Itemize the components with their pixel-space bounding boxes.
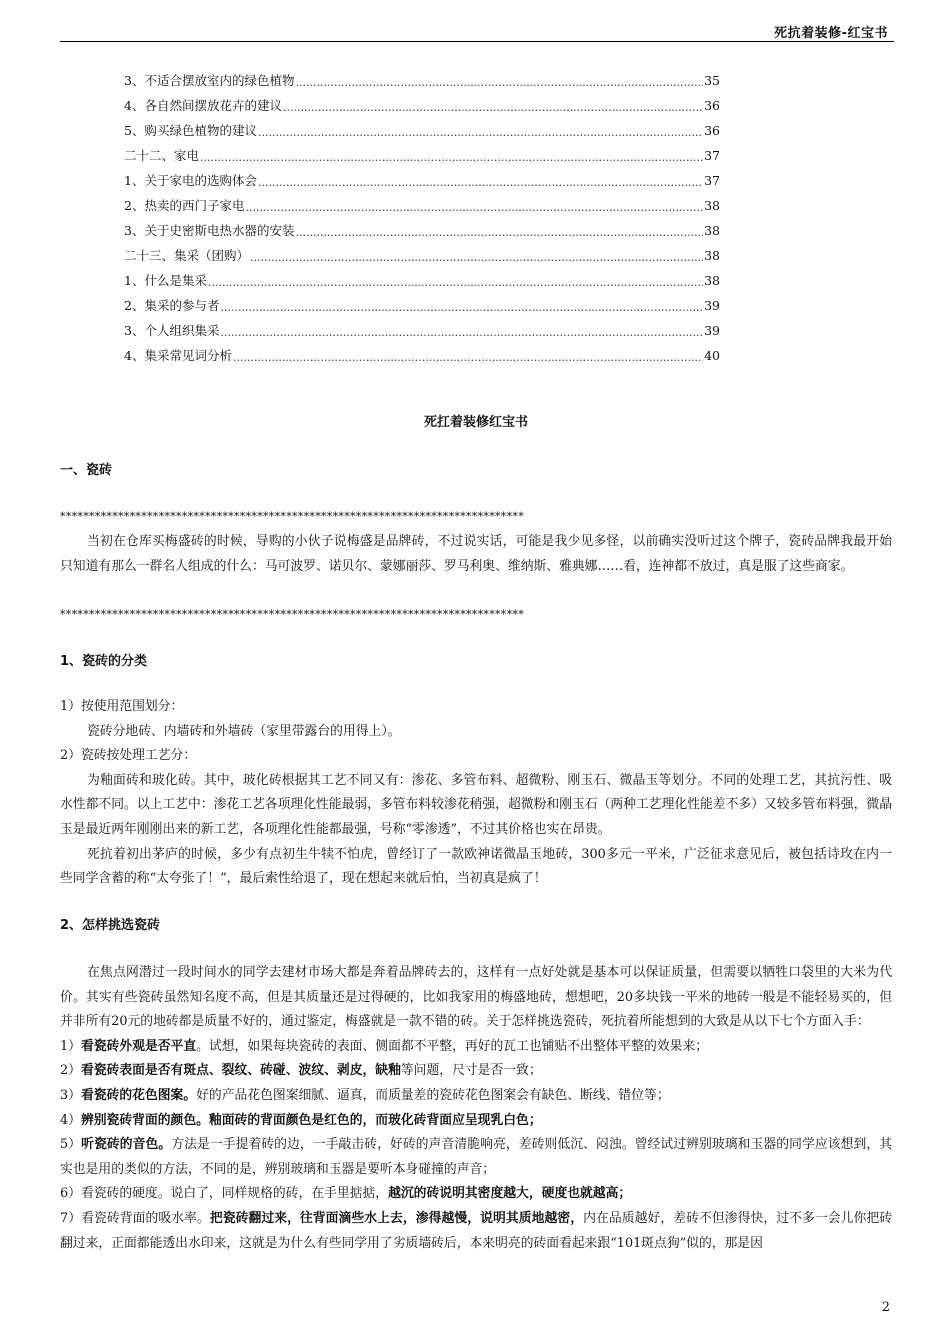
document-title: 死扛着装修红宝书 (423, 415, 528, 430)
tip-number: 5） (60, 1137, 82, 1153)
toc-leader-dots (258, 127, 703, 139)
toc-entry-title: 2、热卖的西门子家电 (124, 198, 245, 213)
toc-entry[interactable] (124, 89, 720, 114)
tip-number: 2） (60, 1063, 81, 1079)
toc-leader-dots (250, 252, 703, 264)
toc-leader-dots (220, 327, 703, 339)
toc-page-number: 38 (704, 198, 720, 213)
tip-emphasis: 听瓷砖的音色。 (81, 1137, 172, 1153)
tip-item (60, 1109, 892, 1134)
toc-leader-dots (283, 102, 703, 114)
list-item: 2）瓷砖按处理工艺分： (60, 748, 197, 764)
tip-text: 内在品质越好，差砖不但渗得快，过不多一会儿你把砖翻过来，正面都能透出水印来，这就是为什么有些同学用了劣质墙砖后，本来明亮的砖面看起来跟“101斑点狗”似的，那是因 (60, 1210, 893, 1251)
toc-page-number: 36 (704, 98, 720, 113)
toc-leader-dots (245, 202, 703, 214)
toc-page-number: 40 (704, 348, 720, 363)
toc-entry-title: 4、各自然间摆放花卉的建议 (124, 98, 282, 113)
toc-entry[interactable] (124, 314, 720, 339)
header-rule (60, 41, 894, 42)
tip-text: 等问题，尺寸是否一致； (400, 1063, 542, 1079)
tip-item (60, 1182, 892, 1207)
toc-page-number: 36 (704, 123, 720, 138)
table-of-contents (124, 64, 720, 364)
tip-number: 3） (60, 1087, 81, 1103)
tip-item (60, 1084, 892, 1109)
toc-entry[interactable] (124, 164, 720, 189)
tip-number: 1） (60, 1038, 81, 1054)
toc-entry-title: 3、个人组织集采 (124, 323, 220, 338)
toc-leader-dots (258, 177, 703, 189)
section-heading: 1、瓷砖的分类 (60, 654, 148, 669)
tip-text: 方法是一手提着砖的边，一手敲击砖，好砖的声音清脆响亮，差砖则低沉、闷浊。曾经试过辨别玻璃和玉器的同学应该想到，其实也是用的类似的方法，不同的是，辨别玻璃和玉器是要听本身碰撞的声音； (60, 1137, 892, 1177)
tip-item (60, 1133, 892, 1182)
toc-entry[interactable] (124, 139, 720, 164)
section-heading: 2、怎样挑选瓷砖 (60, 918, 161, 933)
section-2-body (60, 961, 892, 1256)
tip-item (60, 1035, 892, 1060)
toc-entry[interactable] (124, 64, 720, 89)
toc-page-number: 38 (704, 223, 720, 238)
toc-entry-title: 1、关于家电的选购体会 (124, 173, 257, 188)
toc-entry[interactable] (124, 214, 720, 239)
section-1-body (60, 695, 892, 892)
tip-text: 6）看瓷砖的硬度。说白了，同样规格的砖，在手里掂掂， (60, 1186, 389, 1202)
toc-leader-dots (220, 302, 703, 314)
list-item-body: 瓷砖分地砖、内墙砖和外墙砖（家里带露台的用得上）。 (87, 723, 401, 739)
tip-text: 7）看瓷砖背面的吸水率。 (60, 1210, 210, 1226)
tip-emphasis: 看瓷砖表面是否有斑点、裂纹、砖碰、波纹、剥皮，缺釉 (80, 1063, 401, 1079)
list-item-body: 为釉面砖和玻化砖。其中，玻化砖根据其工艺不同又有：渗花、多管布料、超微粉、刚玉石、微晶玉等划分。不同的处理工艺，其抗污性、吸水性都不同。以上工艺中：渗花工艺各项理化性能最弱，多管布料较渗花稍强，超微粉和刚玉石（两种工艺理化性能差不多）又较多管布料强，微晶玉是最近两年刚刚出来的新工艺，各项理化性能都最强，号称“零渗透”，不过其价格也实在昂贵。 (60, 772, 892, 837)
toc-entry-title: 1、什么是集采 (124, 273, 207, 288)
toc-page-number: 35 (704, 73, 720, 88)
toc-page-number: 39 (704, 323, 720, 338)
toc-page-number: 38 (704, 248, 720, 263)
tip-emphasis: 看瓷砖的花色图案。 (80, 1087, 197, 1103)
toc-entry[interactable] (124, 289, 720, 314)
tip-item (60, 1207, 892, 1256)
section-intro-paragraph: 在焦点网潜过一段时间水的同学去建材市场大都是奔着品牌砖去的，这样有一点好处就是基本可以保证质量，但需要以牺牲口袋里的大米为代价。其实有些瓷砖虽然知名度不高，但是其质量还是过得硬的，比如我家用的梅盛地砖，想想吧，20多块钱一平米的地砖一般是不能轻易买的，但并非所有20元的地砖都是质量不好的，通过鉴定，梅盛就是一款不错的砖。关于怎样挑选瓷砖，死抗着所能想到的大致是从以下七个方面入手： (60, 965, 892, 1030)
toc-page-number: 37 (704, 173, 720, 188)
tip-number: 4） (60, 1112, 81, 1128)
toc-leader-dots (233, 352, 703, 364)
chapter-heading: 一、瓷砖 (60, 463, 113, 478)
toc-entry-title: 二十二、家电 (124, 148, 200, 163)
toc-entry-title: 3、不适合摆放室内的绿色植物 (124, 73, 295, 88)
running-header: 死抗着装修-红宝书 (774, 26, 888, 41)
toc-entry-title: 3、关于史密斯电热水器的安装 (124, 223, 295, 238)
tip-text: 。试想，如果每块瓷砖的表面、侧面都不平整，再好的瓦工也铺贴不出整体平整的效果来； (196, 1038, 708, 1054)
page-number: 2 (881, 1300, 890, 1315)
toc-leader-dots (200, 152, 703, 164)
toc-entry-title: 4、集采常见词分析 (124, 348, 232, 363)
tip-item (60, 1059, 892, 1084)
toc-entry-title: 2、集采的参与者 (124, 298, 220, 313)
toc-leader-dots (295, 227, 703, 239)
toc-entry[interactable] (124, 114, 720, 139)
toc-entry[interactable] (124, 239, 720, 264)
tip-emphasis: 越沉的砖说明其密度越大，硬度也就越高； (388, 1186, 632, 1202)
tip-text: 好的产品花色图案细腻、逼真，而质量差的瓷砖花色图案会有缺色、断线、错位等； (196, 1087, 670, 1103)
toc-entry-title: 二十三、集采（团购） (124, 248, 250, 263)
toc-page-number: 39 (704, 298, 720, 313)
list-item: 1）按使用范围划分： (60, 699, 184, 714)
toc-entry[interactable] (124, 339, 720, 364)
toc-leader-dots (295, 77, 703, 89)
tip-emphasis: 看瓷砖外观是否平直 (80, 1038, 197, 1054)
tip-emphasis: 把瓷砖翻过来，往背面滴些水上去，渗得越慢，说明其质地越密， (209, 1210, 584, 1226)
toc-entry[interactable] (124, 189, 720, 214)
toc-page-number: 38 (704, 273, 720, 288)
tip-emphasis: 辨别瓷砖背面的颜色。釉面砖的背面颜色是红色的，而玻化砖背面应呈现乳白色； (80, 1112, 542, 1128)
toc-entry[interactable] (124, 264, 720, 289)
star-divider: ******************************************************************************** (60, 510, 524, 523)
story-paragraph: 死抗着初出茅庐的时候，多少有点初生牛犊不怕虎，曾经订了一款欧神诺微晶玉地砖，300多元一平米，广泛征求意见后，被包括诗玫在内一些同学含蓄的称“太夸张了！”，最后索性给退了，现在想起来就后怕，当初真是疯了！ (60, 846, 892, 887)
toc-leader-dots (208, 277, 703, 289)
toc-page-number: 37 (704, 148, 720, 163)
toc-entry-title: 5、购买绿色植物的建议 (124, 123, 257, 138)
intro-paragraph: 当初在仓库买梅盛砖的时候，导购的小伙子说梅盛是品牌砖，不过说实话，可能是我少见多怪，以前确实没听过这个牌子，瓷砖品牌我最开始只知道有那么一群名人组成的什么：马可波罗、诺贝尔、蒙娜丽莎、罗马利奥、维纳斯、雅典娜……看，连神都不放过，真是服了这些商家。 (60, 534, 892, 574)
star-divider: ******************************************************************************** (60, 608, 524, 621)
